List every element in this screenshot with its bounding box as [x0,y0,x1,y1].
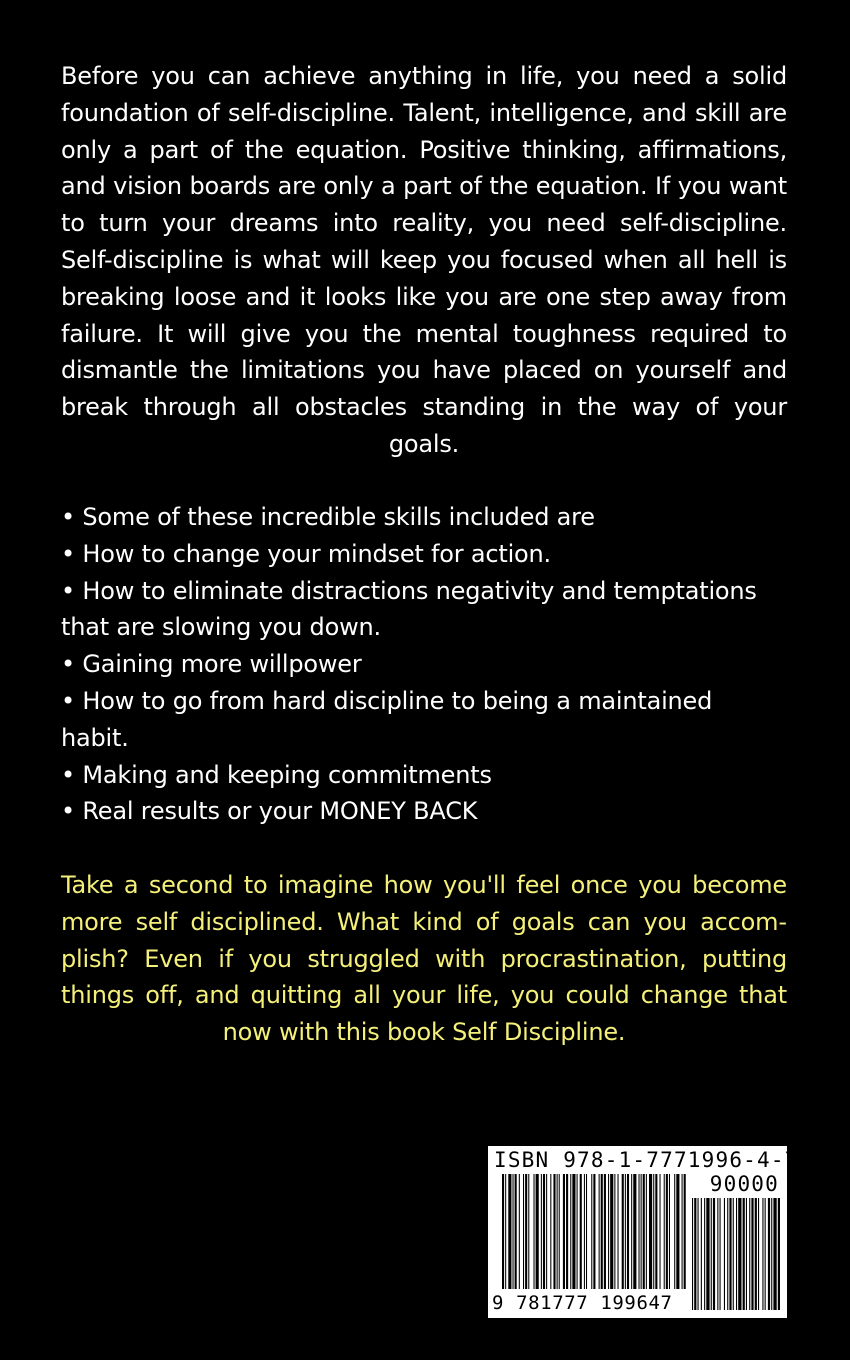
closing-paragraph: Take a second to imagine how you'll feel once you become more self disciplined. What kind of goals can you accomplish? Even if you struggled with procrastination, putting things off, and quitting all your life, you could change that now with this book Self Discipline. [61,871,787,1047]
barcode-bar [622,1174,624,1289]
barcode-bar [704,1198,705,1310]
barcode-bar [778,1198,780,1310]
barcode-bar [736,1198,737,1310]
barcode-bar [646,1174,647,1289]
barcode-bar [694,1198,696,1310]
barcode-bar [633,1174,636,1289]
barcode-bar [584,1174,585,1289]
barcode-bar [758,1198,759,1310]
barcode-bar [669,1174,670,1289]
barcode-bar [515,1174,517,1289]
barcode-digits: 9 781777 199647 [492,1292,673,1314]
barcode-bar [627,1174,629,1289]
barcode-bar [599,1174,600,1289]
barcode-bar [698,1198,699,1310]
barcode-bar [655,1174,657,1289]
barcode-bar [701,1198,702,1310]
barcode-bar [749,1198,750,1310]
list-item: • How to eliminate distractions negativity and temptations that are slowing you down. [61,576,757,642]
barcode-bar [639,1174,640,1289]
barcode-bar [591,1174,592,1289]
barcode-bar [729,1198,731,1310]
isbn-barcode [488,1146,799,1318]
barcode-bar [508,1174,511,1289]
isbn-label: ISBN 978-1-7771996-4-7 [494,1148,799,1172]
barcode-bar [717,1198,718,1310]
barcode-bar [765,1198,766,1310]
barcode-bar [706,1198,709,1310]
barcode-bar [720,1198,721,1310]
barcode-bar [608,1174,609,1289]
barcode-bar [653,1174,654,1289]
barcode-bar [557,1174,558,1289]
barcode-bar [536,1174,539,1289]
barcode-bar [559,1174,560,1289]
barcode-bar [649,1174,652,1289]
barcode-bar [586,1174,587,1289]
barcode-bar [580,1174,582,1289]
barcode-bar [550,1174,551,1289]
list-item: • Making and keeping commitments [61,760,492,789]
barcode-bar [543,1174,545,1289]
barcode-bar [593,1174,595,1289]
skills-list [61,499,787,830]
barcode-bar [727,1198,728,1310]
barcode-bar [625,1174,626,1289]
barcode-bar [738,1198,741,1310]
barcode-bar [525,1174,527,1289]
barcode-bar [713,1198,715,1310]
barcode-bar [746,1198,747,1310]
barcode-bar [572,1174,575,1289]
barcode-bar [618,1174,619,1289]
barcode-bar [751,1198,753,1310]
barcode-bar [577,1174,578,1289]
barcode-bar [519,1174,520,1289]
barcode-bar [664,1174,665,1289]
barcode-bar [773,1198,776,1310]
barcode-bar [733,1198,734,1310]
barcode-bar [631,1174,632,1289]
barcode-bar [513,1174,514,1289]
barcode-bar [684,1174,686,1289]
list-item: • Gaining more willpower [61,650,362,679]
barcode-bar [570,1174,571,1289]
list-item: • How to change your mindset for action. [61,539,551,568]
barcode-bar [641,1174,642,1289]
price-code: 90000 [709,1172,779,1196]
barcode-bar [666,1174,668,1289]
barcode-bar [505,1174,506,1289]
barcode-bar [563,1174,565,1289]
barcode-bar [771,1198,772,1310]
barcode-bar [660,1174,661,1289]
barcode-bar [601,1174,603,1289]
barcode-bar [674,1174,675,1289]
barcode-bar [541,1174,542,1289]
list-item: • How to go from hard discipline to being a maintained habit. [61,686,713,752]
barcode-bar [711,1198,712,1310]
barcode-bar [528,1174,529,1289]
barcode-bar [566,1174,568,1289]
barcode-bar [724,1198,725,1310]
barcode-bar [743,1198,745,1310]
barcode-bar [502,1174,504,1289]
barcode-bar [546,1174,547,1289]
barcode-bar [523,1174,524,1289]
barcode-bar [768,1198,770,1310]
barcode-bar [604,1174,606,1289]
barcode-bar [614,1174,615,1289]
list-item: • Some of these incredible skills included are [61,503,595,531]
list-item: • Real results or your MONEY BACK [61,797,478,826]
barcode-bar [534,1174,535,1289]
barcode-bar [682,1174,683,1289]
barcode-bar [755,1198,757,1310]
barcode-bar [692,1198,693,1310]
barcode-bar [676,1174,679,1289]
barcode-bar [553,1174,555,1289]
barcode-bar [643,1174,645,1289]
barcode-bar [762,1198,763,1310]
barcode-bar [610,1174,613,1289]
intro-paragraph: Before you can achieve anything in life, you need a solid foundation of self-discipline. Talent, intelligence, and skill are only a part of the equation. Positive thinking, affirmations, and vision boards are only a part of the equation. If you want to turn your dreams into reality, you need self-discipline. Self-discipline is what will keep you focused when all hell is breaking loose and it looks like you are one step away from failure. It will give you the mental toughness required to dismantle the limitations you have placed on yourself and break through all obstacles standing in the way of your goals. [61,62,787,458]
